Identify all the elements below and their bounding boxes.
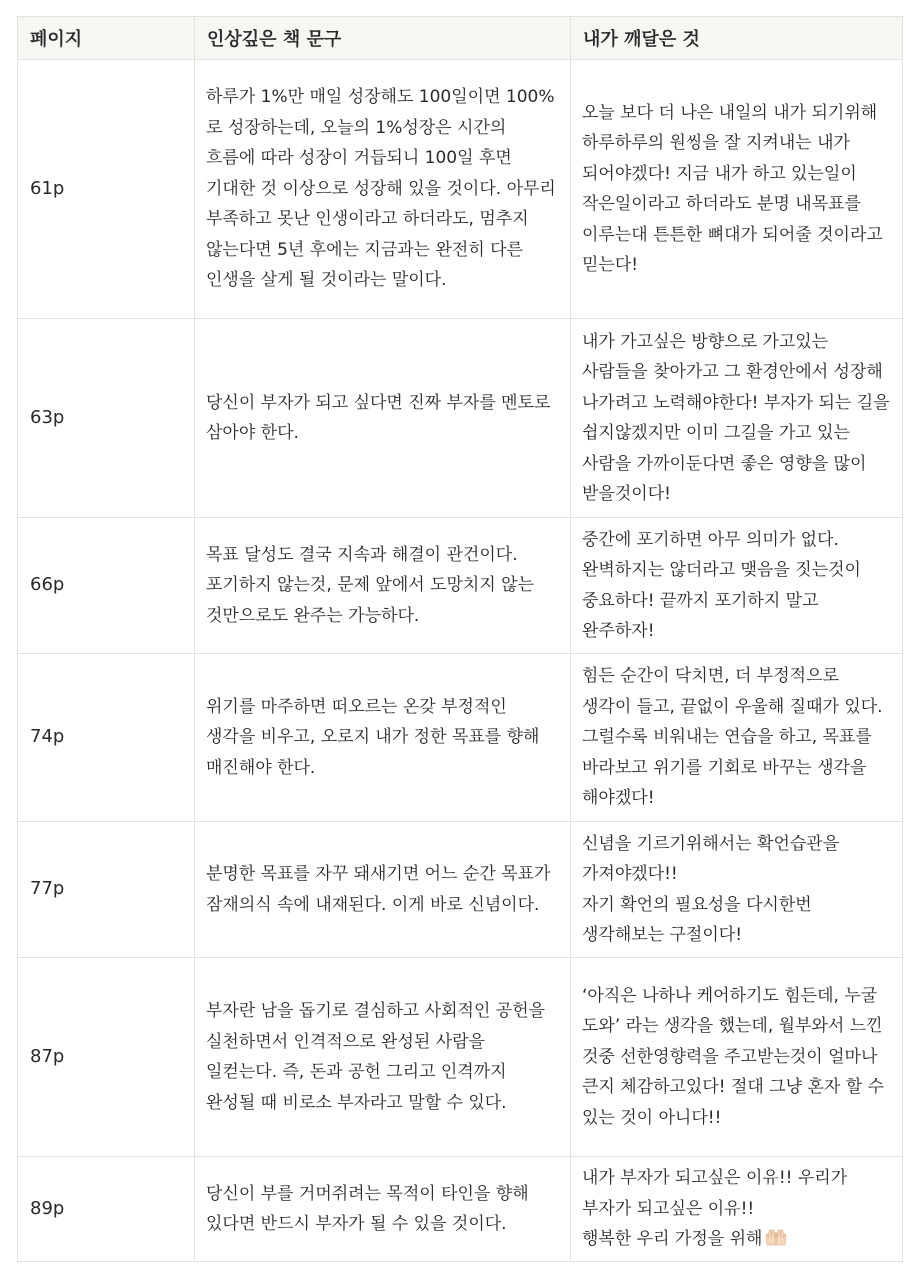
insight-cell[interactable]: ‘아직은 나하나 케어하기도 힘든데, 누굴 도와’ 라는 생각을 했는데, 월부와서 느낀 것중 선한영향력을 주고받는것이 얼마나 큰지 체감하고있다! 절대 그냥 혼자 할 수 있는 것이 아니다!! [571, 958, 903, 1157]
header-quote[interactable]: 인상깊은 책 문구 [195, 17, 571, 60]
table-header-row [18, 17, 903, 60]
quote-cell[interactable]: 당신이 부자가 되고 싶다면 진짜 부자를 멘토로 삼아야 한다. [195, 319, 571, 518]
book-notes-table [17, 16, 903, 1262]
notes-table-container [17, 16, 902, 1262]
page-cell[interactable]: 63p [18, 319, 195, 518]
quote-cell[interactable]: 당신이 부를 거머쥐려는 목적이 타인을 향해 있다면 반드시 부자가 될 수 있을 것이다. [195, 1157, 571, 1262]
quote-cell[interactable]: 목표 달성도 결국 지속과 해결이 관건이다. 포기하지 않는것, 문제 앞에서 도망치지 않는 것만으로도 완주는 가능하다. [195, 518, 571, 654]
page-cell[interactable]: 89p [18, 1157, 195, 1262]
table-row [18, 654, 903, 822]
insight-cell[interactable]: 중간에 포기하면 아무 의미가 없다. 완벽하지는 않더라고 맺음을 짓는것이 중요하다! 끝까지 포기하지 말고 완주하자! [571, 518, 903, 654]
insight-cell[interactable]: 내가 가고싶은 방향으로 가고있는 사람들을 찾아가고 그 환경안에서 성장해 나가려고 노력해야한다! 부자가 되는 길을 쉽지않겠지만 이미 그길을 가고 있는 사람을 가까이둔다면 좋은 영향을 많이 받을것이다! [571, 319, 903, 518]
quote-cell[interactable]: 부자란 남을 돕기로 결심하고 사회적인 공헌을 실천하면서 인격적으로 완성된 사람을 일컫는다. 즉, 돈과 공헌 그리고 인격까지 완성될 때 비로소 부자라고 말할 수 있다. [195, 958, 571, 1157]
page-cell[interactable]: 87p [18, 958, 195, 1157]
raised-hands-icon [764, 1226, 788, 1244]
insight-cell[interactable] [571, 1157, 903, 1262]
table-row [18, 1157, 903, 1262]
page-cell[interactable]: 61p [18, 60, 195, 319]
table-row [18, 518, 903, 654]
quote-cell[interactable]: 하루가 1%만 매일 성장해도 100일이면 100%로 성장하는데, 오늘의 1%성장은 시간의 흐름에 따라 성장이 거듭되니 100일 후면 기대한 것 이상으로 성장해 있을 것이다. 아무리 부족하고 못난 인생이라고 하더라도, 멈추지 않는다면 5년 후에는 지금과는 완전히 다른 인생을 살게 될 것이라는 말이다. [195, 60, 571, 319]
insight-text: 내가 부자가 되고싶은 이유!! 우리가 부자가 되고싶은 이유!! 행복한 우리 가정을 위해 [582, 1168, 848, 1250]
header-page[interactable]: 페이지 [18, 17, 195, 60]
page-cell[interactable]: 66p [18, 518, 195, 654]
insight-cell[interactable]: 오늘 보다 더 나은 내일의 내가 되기위해 하루하루의 원씽을 잘 지켜내는 내가 되어야겠다! 지금 내가 하고 있는일이 작은일이라고 하더라도 분명 내목표를 이루는대 튼튼한 뼈대가 되어줄 것이라고 믿는다! [571, 60, 903, 319]
page-cell[interactable]: 74p [18, 654, 195, 822]
insight-cell[interactable]: 힘든 순간이 닥치면, 더 부정적으로 생각이 들고, 끝없이 우울해 질때가 있다. 그럴수록 비워내는 연습을 하고, 목표를 바라보고 위기를 기회로 바꾸는 생각을 해야겠다! [571, 654, 903, 822]
table-row [18, 319, 903, 518]
page-cell[interactable]: 77p [18, 822, 195, 958]
table-row [18, 60, 903, 319]
insight-cell[interactable]: 신념을 기르기위해서는 확언습관을 가져야겠다!! 자기 확언의 필요성을 다시한번 생각해보는 구절이다! [571, 822, 903, 958]
table-row [18, 822, 903, 958]
quote-cell[interactable]: 분명한 목표를 자꾸 돼새기면 어느 순간 목표가 잠재의식 속에 내재된다. 이게 바로 신념이다. [195, 822, 571, 958]
quote-cell[interactable]: 위기를 마주하면 떠오르는 온갖 부정적인 생각을 비우고, 오로지 내가 정한 목표를 향해 매진해야 한다. [195, 654, 571, 822]
header-insight[interactable]: 내가 깨달은 것 [571, 17, 903, 60]
table-row [18, 958, 903, 1157]
